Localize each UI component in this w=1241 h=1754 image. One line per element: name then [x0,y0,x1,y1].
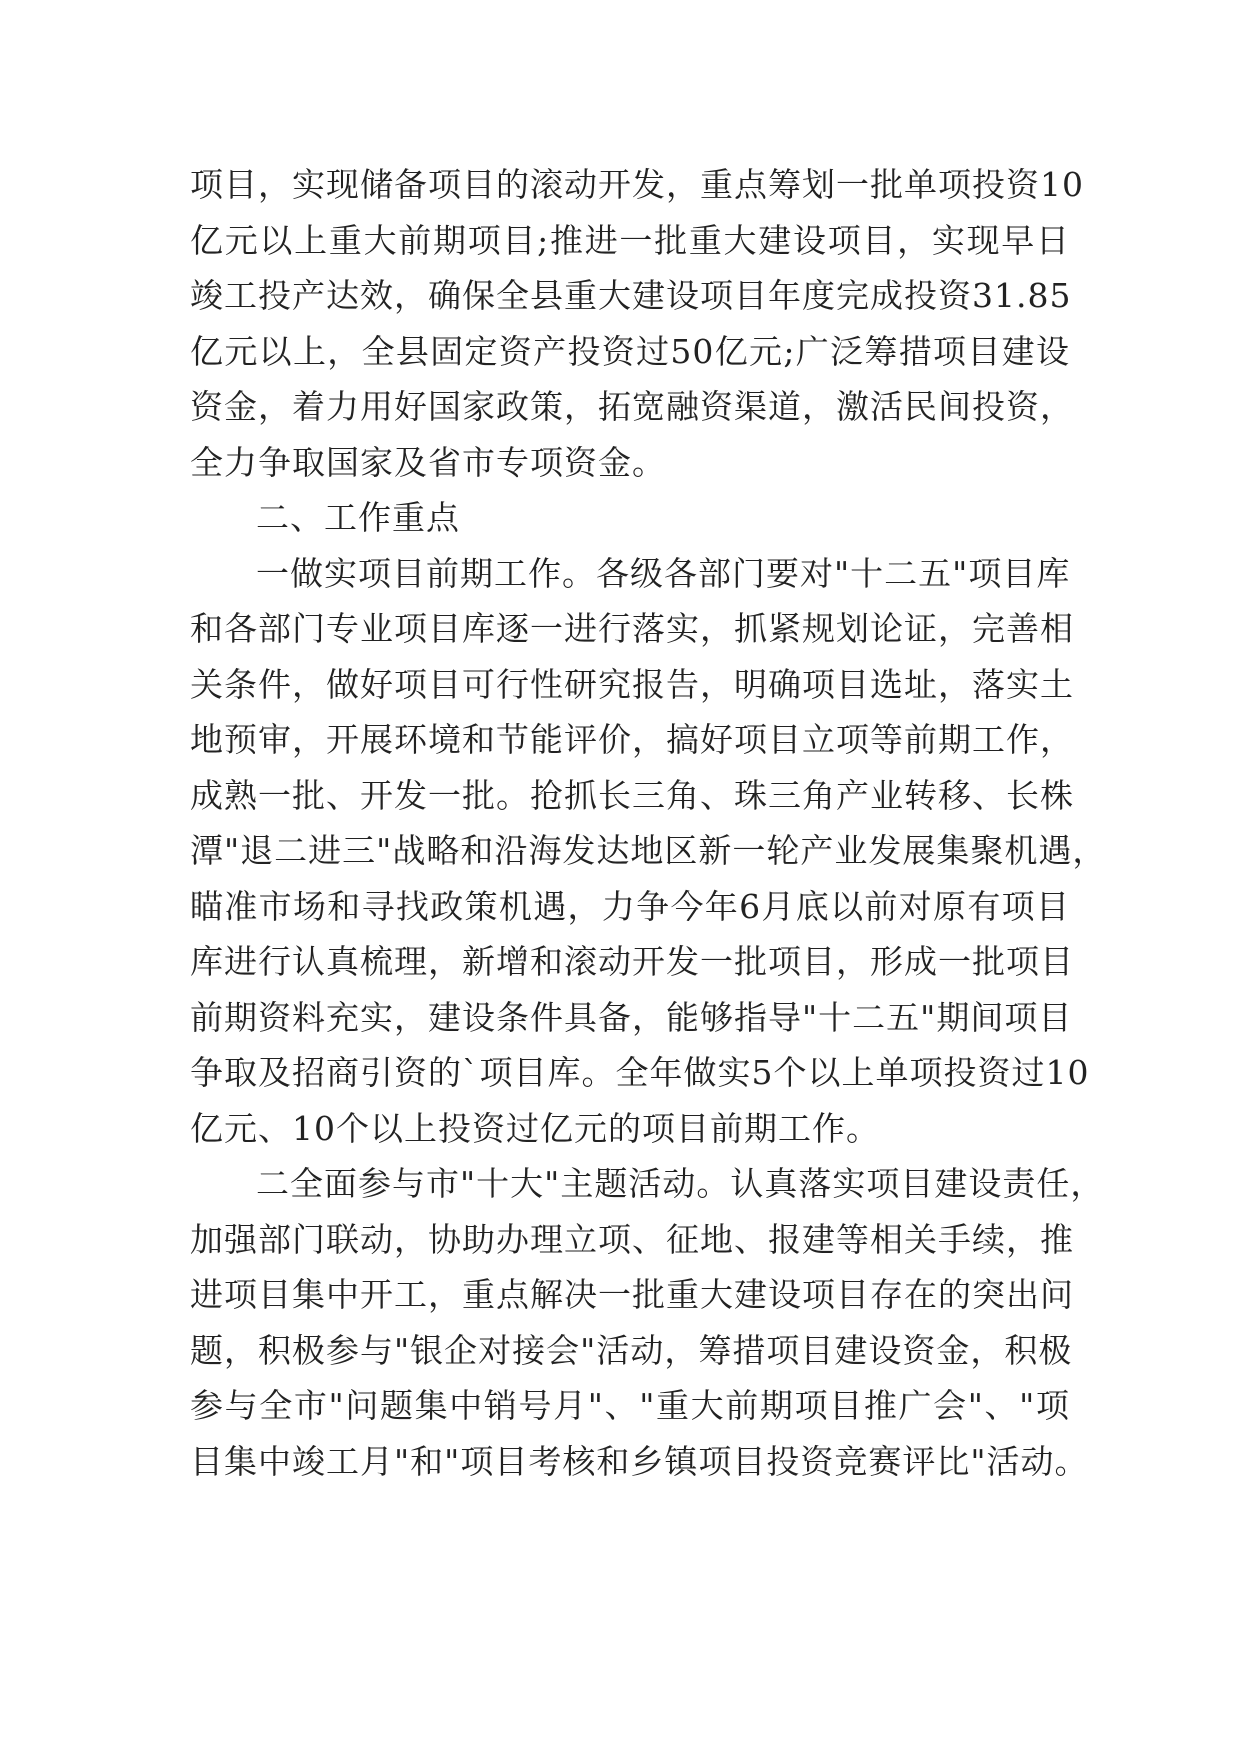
text-line: 竣工投产达效，确保全县重大建设项目年度完成投资31.85 [190,276,1072,315]
text-line: 题，积极参与"银企对接会"活动，筹措项目建设资金，积极 [190,1330,1073,1370]
document-body [190,157,1107,1489]
text-line: 亿元以上，全县固定资产投资过50亿元;广泛筹措项目建设 [190,331,1070,371]
text-line: 成熟一批、开发一批。抢抓长三角、珠三角产业转移、长株 [190,775,1074,815]
text-line: 瞄准市场和寻找政策机遇，力争今年6月底以前对原有项目 [190,886,1070,926]
paragraph-city-activities [190,1156,1105,1489]
text-line: 一做实项目前期工作。各级各部门要对"十二五"项目库 [256,553,1071,593]
text-line: 进项目集中开工，重点解决一批重大建设项目存在的突出问 [190,1275,1074,1314]
text-line: 地预审，开展环境和节能评价，搞好项目立项等前期工作， [190,720,1074,759]
text-line: 目集中竣工月"和"项目考核和乡镇项目投资竞赛评比"活动。 [190,1441,1089,1481]
text-line: 资金，着力用好国家政策，拓宽融资渠道，激活民间投资， [190,387,1074,426]
text-line: 全力争取国家及省市专项资金。 [190,442,666,482]
paragraph-preliminary-work [190,546,1107,1157]
text-line: 库进行认真梳理，新增和滚动开发一批项目，形成一批项目 [190,942,1074,981]
section-heading-work-focus: 二、工作重点 [256,498,460,537]
text-line: 亿元以上重大前期项目;推进一批重大建设项目，实现早日 [190,220,1070,260]
text-line: 和各部门专业项目库逐一进行落实，抓紧规划论证，完善相 [190,609,1074,648]
text-line: 参与全市"问题集中销号月"、"重大前期项目推广会"、"项 [190,1386,1070,1425]
text-line: 争取及招商引资的`项目库。全年做实5个以上单项投资过10 [190,1053,1090,1092]
text-line: 潭"退二进三"战略和沿海发达地区新一轮产业发展集聚机遇， [190,831,1107,870]
text-line: 项目，实现储备项目的滚动开发，重点筹划一批单项投资10 [190,165,1084,204]
paragraph-project-goals [190,157,1084,490]
text-line: 前期资料充实，建设条件具备，能够指导"十二五"期间项目 [190,997,1073,1037]
text-line: 二全面参与市"十大"主题活动。认真落实项目建设责任， [256,1164,1105,1203]
text-line: 加强部门联动，协助办理立项、征地、报建等相关手续，推 [190,1219,1074,1259]
text-line: 亿元、10个以上投资过亿元的项目前期工作。 [190,1108,880,1148]
text-line: 关条件，做好项目可行性研究报告，明确项目选址，落实土 [190,664,1074,704]
